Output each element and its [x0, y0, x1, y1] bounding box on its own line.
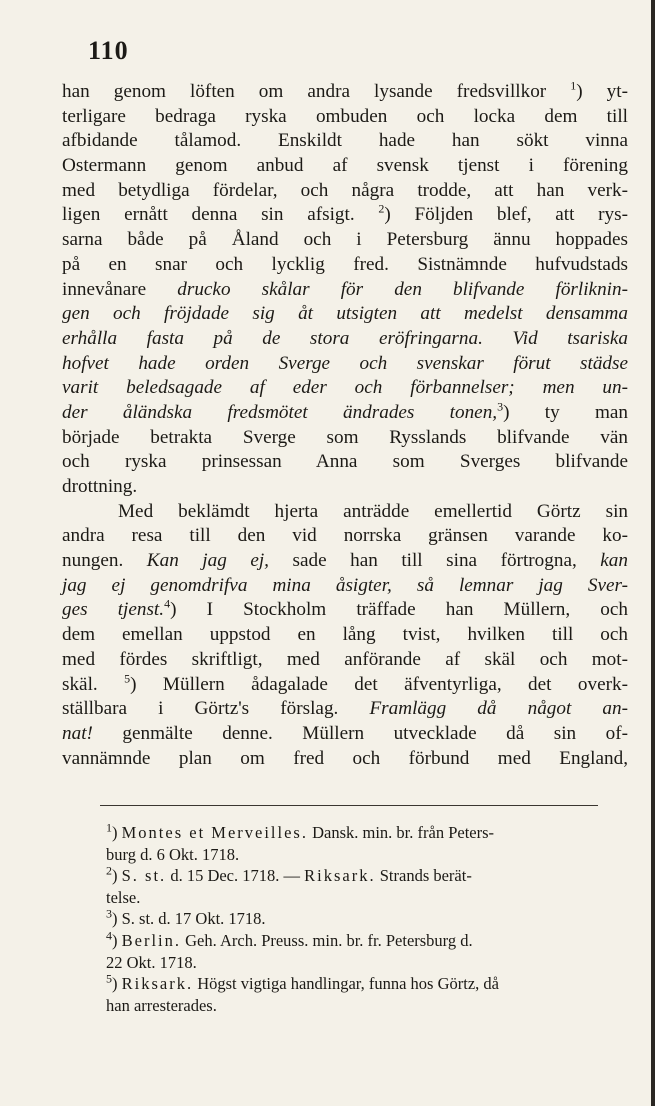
footnote: [62, 865, 628, 908]
text-line: [62, 623, 628, 648]
text-run: han arresterades.: [106, 995, 217, 1015]
text-run: nungen.: [62, 550, 147, 572]
text-run: Med beklämdt hjerta anträdde emellertid Görtz sin: [118, 500, 628, 522]
italic-text: drucko skålar för den blifvande förliknin-: [177, 278, 628, 300]
footnote-divider: [100, 805, 598, 806]
text-run: genmälte denne. Müllern utvecklade då sin of-: [92, 722, 628, 744]
text-run: på en snar och lycklig fred. Sistnämnde hufvudstads: [62, 253, 628, 275]
spaced-text: Montes et Merveilles.: [121, 823, 308, 842]
footnote-line: [62, 908, 628, 930]
footnote-line: [62, 844, 628, 866]
text-run: dem emellan uppstod en lång tvist, hvilken till och: [62, 624, 628, 646]
text-run: Högst vigtiga handlingar, funna hos Görtz, då: [193, 974, 499, 994]
text-run: telse.: [106, 887, 141, 907]
text-line: [62, 747, 628, 772]
text-line: [62, 549, 628, 574]
text-line: [62, 697, 628, 722]
footnote-reference: 1: [570, 78, 577, 93]
text-run: vannämnde plan om fred och förbund med England,: [62, 747, 628, 769]
text-line: [62, 524, 628, 549]
text-line: [62, 352, 628, 377]
footnote-mark: 1: [106, 820, 112, 835]
italic-text: jag ej genomdrifva mina åsigter, så lemnar jag Sver-: [62, 574, 628, 596]
text-line: [62, 426, 628, 451]
footnote-line: [62, 930, 628, 952]
text-line: [62, 278, 628, 303]
text-line: [62, 154, 628, 179]
italic-text: der åländska fredsmötet ändrades tonen,: [62, 401, 498, 423]
text-run: ) yt-: [576, 81, 628, 102]
text-line: [62, 327, 628, 352]
text-run: afbidande tålamod. Enskildt hade han sökt vinna: [62, 130, 628, 152]
text-run: ) ty man: [503, 401, 628, 423]
italic-text: ges tjenst.: [62, 599, 165, 621]
text-run: han genom löften om andra lysande fredsvillkor: [62, 81, 571, 102]
text-run: skäl.: [62, 673, 125, 695]
text-line: [62, 475, 628, 500]
footnote-reference: 5: [124, 671, 131, 686]
footnotes: [62, 822, 628, 1016]
italic-text: nat!: [62, 722, 93, 744]
text-run: och ryska prinsessan Anna som Sverges blifvande: [62, 451, 628, 473]
footnote: [62, 930, 628, 973]
text-run: burg d. 6 Okt. 1718.: [106, 844, 240, 864]
text-line: [62, 450, 628, 475]
italic-text: gen och fröjdade sig åt utsigten att medelst densamma: [62, 303, 628, 325]
text-line: [62, 574, 628, 599]
text-run: ställbara i Görtz's förslag.: [62, 698, 370, 720]
footnote: [62, 973, 628, 1016]
footnote-mark: 2: [106, 863, 112, 878]
footnote-line: [62, 865, 628, 887]
footnote: [62, 908, 628, 930]
text-line: [62, 673, 628, 698]
text-run: drottning.: [62, 476, 138, 497]
footnote-mark: 4: [106, 928, 112, 943]
text-run: ligen ernått denna sin afsigt.: [62, 204, 379, 226]
text-line: [62, 500, 628, 525]
spaced-text: Riksark.: [304, 866, 376, 886]
text-run: Ostermann genom anbud af svensk tjenst i förening: [62, 155, 628, 177]
text-run: Geh. Arch. Preuss. min. br. fr. Petersburg d.: [181, 930, 473, 950]
text-line: [62, 376, 628, 401]
spaced-text: Berlin.: [121, 930, 181, 950]
text-run: ) Müllern ådagalade det äfventyrliga, det overk-: [130, 673, 628, 695]
footnote-line: [62, 995, 628, 1017]
text-line: [62, 253, 628, 278]
text-run: ): [112, 930, 122, 950]
text-line: [62, 228, 628, 253]
footnote-line: [62, 887, 628, 909]
text-line: [62, 80, 628, 105]
text-run: andra resa till den vid norrska gränsen varande ko-: [62, 525, 628, 547]
text-run: d. 15 Dec. 1718. —: [166, 866, 305, 886]
text-run: med betydliga fördelar, och några trodde, att han verk-: [62, 179, 628, 201]
text-run: ): [112, 823, 122, 842]
italic-text: Kan jag ej,: [146, 550, 269, 572]
text-run: Dansk. min. br. från Peters-: [307, 823, 495, 842]
text-line: [62, 648, 628, 673]
text-line: [62, 129, 628, 154]
main-text: [62, 80, 628, 771]
text-line: [62, 302, 628, 327]
footnote-reference: 2: [378, 202, 385, 217]
text-line: [62, 179, 628, 204]
text-line: [62, 598, 628, 623]
spaced-text: Riksark.: [121, 974, 194, 994]
spaced-text: S. st.: [121, 866, 167, 886]
text-line: [62, 105, 628, 130]
text-run: sade han till sina förtrogna,: [268, 550, 601, 572]
text-line: [62, 401, 628, 426]
text-run: sarna både på Åland och i Petersburg ännu hoppades: [62, 229, 628, 251]
text-line: [62, 722, 628, 747]
text-run: ) Följden blef, att rys-: [384, 204, 628, 226]
text-run: Strands berät-: [375, 866, 472, 886]
text-run: började betrakta Sverge som Rysslands blifvande vän: [62, 426, 628, 448]
text-run: ) S. st. d. 17 Okt. 1718.: [112, 909, 266, 929]
italic-text: hofvet hade orden Sverge och svenskar förut städse: [62, 352, 628, 374]
text-line: [62, 203, 628, 228]
footnote-line: [62, 952, 628, 974]
text-run: ): [112, 866, 122, 886]
footnote-reference: 3: [497, 399, 504, 414]
italic-text: Framlägg då något an-: [369, 698, 628, 720]
footnote-mark: 3: [106, 906, 112, 921]
text-run: terligare bedraga ryska ombuden och locka dem till: [62, 105, 628, 127]
footnote-line: [62, 822, 628, 844]
footnote: [62, 822, 628, 865]
italic-text: kan: [600, 550, 628, 572]
page-number: 110: [88, 36, 129, 65]
footnote-mark: 5: [106, 971, 112, 986]
footnote-line: [62, 973, 628, 995]
footnote-reference: 4: [164, 597, 171, 612]
text-run: med fördes skriftligt, med anförande af skäl och mot-: [62, 648, 628, 670]
page-edge-shadow: [651, 0, 655, 1106]
italic-text: erhålla fasta på de stora eröfringarna. Vid tsariska: [62, 327, 628, 349]
text-run: ): [112, 974, 122, 994]
italic-text: varit beledsagade af eder och förbannelser; men un-: [62, 377, 628, 399]
text-run: innevånare: [62, 278, 178, 300]
text-run: 22 Okt. 1718.: [106, 952, 197, 972]
text-run: ) I Stockholm träffade han Müllern, och: [170, 599, 628, 621]
